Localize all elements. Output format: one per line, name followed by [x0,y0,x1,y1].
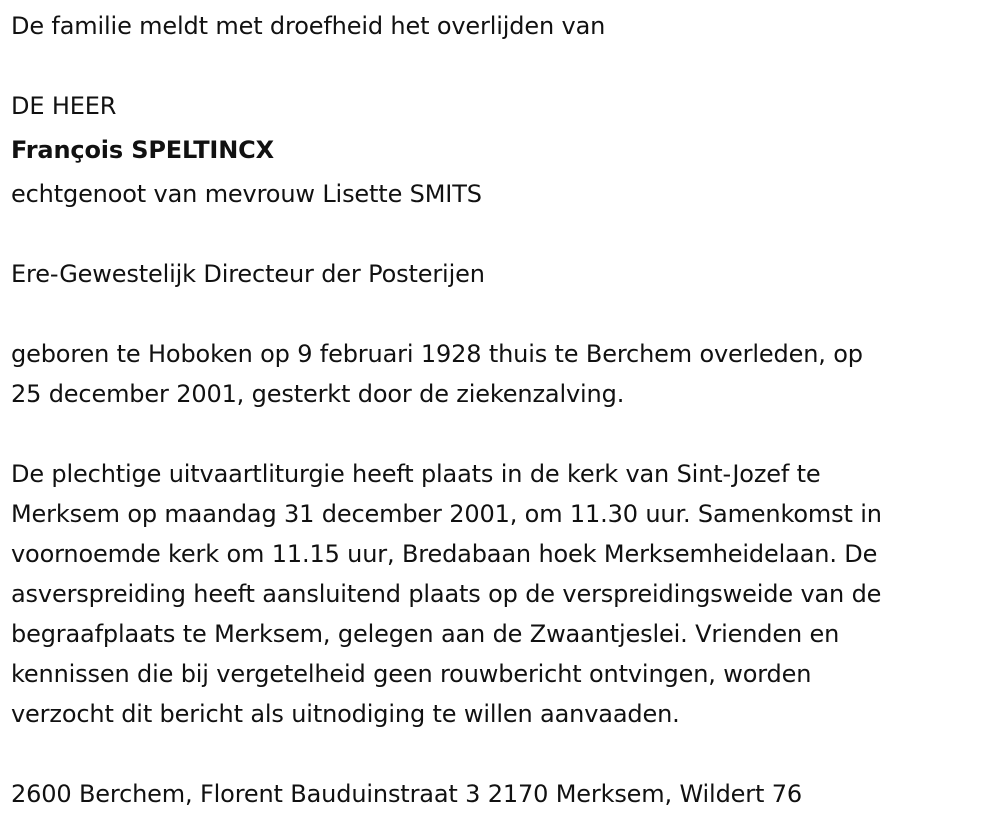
paragraph-line: geboren te Hoboken op 9 februari 1928 thuis te Berchem overleden, op [11,340,863,368]
addresses-text: 2600 Berchem, Florent Bauduinstraat 3 2170 Merksem, Wildert 76 [11,780,802,808]
spouse-text: echtgenoot van mevrouw Lisette SMITS [11,180,482,208]
paragraph-line: De plechtige uitvaartliturgie heeft plaats in de kerk van Sint-Jozef te [11,460,821,488]
birth-death-paragraph [11,334,986,414]
paragraph-line: begraafplaats te Merksem, gelegen aan de Zwaantjeslei. Vrienden en [11,620,840,648]
paragraph-line: kennissen die bij vergetelheid geen rouwbericht ontvingen, worden [11,660,812,688]
honorific: DE HEER [11,92,117,120]
paragraph-line: voornoemde kerk om 11.15 uur, Bredabaan hoek Merksemheidelaan. De [11,540,878,568]
intro-text: De familie meldt met droefheid het overlijden van [11,12,606,40]
paragraph-line: asverspreiding heeft aansluitend plaats op de verspreidingsweide van de [11,580,882,608]
deceased-name: François SPELTINCX [11,136,274,164]
paragraph-line: verzocht dit bericht als uitnodiging te willen aanvaaden. [11,700,680,728]
paragraph-line: Merksem op maandag 31 december 2001, om 11.30 uur. Samenkomst in [11,500,882,528]
professional-title: Ere-Gewestelijk Directeur der Posterijen [11,260,485,288]
obituary-notice [11,6,986,814]
ceremony-paragraph [11,454,986,734]
paragraph-line: 25 december 2001, gesterkt door de ziekenzalving. [11,380,625,408]
